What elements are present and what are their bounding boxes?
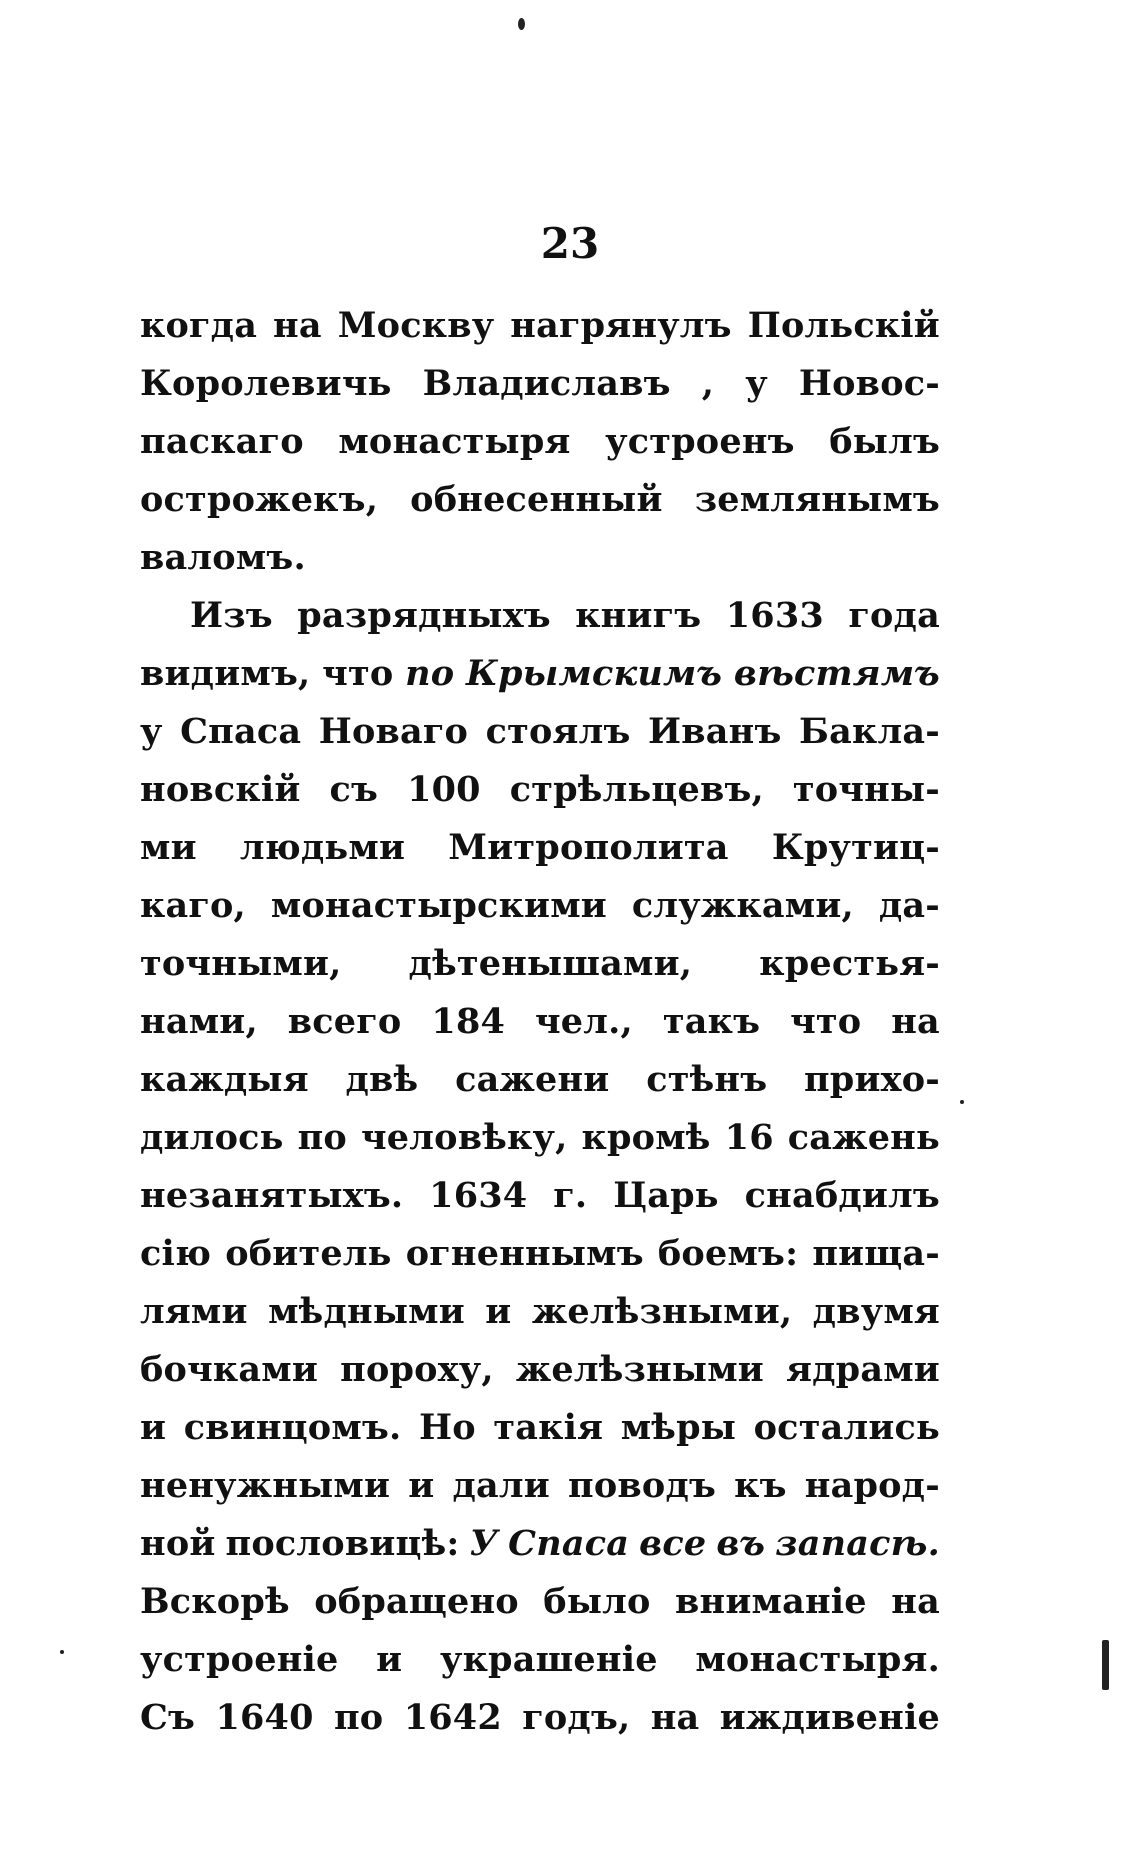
word: когда (140, 305, 258, 346)
text-line (140, 761, 940, 819)
word: нагрянулъ (510, 305, 732, 346)
word: 16 (724, 1117, 774, 1158)
word: 1642 (403, 1697, 502, 1738)
scan-speck (1102, 1640, 1109, 1690)
word: Новаго (318, 711, 469, 752)
word: что (790, 1001, 862, 1042)
word: остались (753, 1407, 940, 1448)
word: Польскій (747, 305, 940, 346)
text-line (140, 413, 940, 471)
text-line (140, 1283, 940, 1341)
word: Крымскимъ (466, 653, 723, 694)
word: годъ, (522, 1697, 631, 1738)
word: каго, (140, 885, 246, 926)
word: кромѣ (581, 1117, 711, 1158)
word: монастыря. (695, 1639, 940, 1680)
word: запасѣ. (775, 1523, 940, 1564)
word: точными, (140, 943, 342, 984)
scan-speck (960, 1100, 964, 1104)
word: вѣстямъ (733, 653, 940, 694)
word: свинцомъ. (183, 1407, 402, 1448)
word: и (408, 1465, 435, 1506)
word: пословицѣ: (225, 1523, 460, 1564)
word: на (650, 1697, 700, 1738)
word: 1634 (429, 1175, 528, 1216)
word: , (701, 363, 715, 404)
word: ми (140, 827, 197, 868)
word: дилось (140, 1117, 284, 1158)
text-line (140, 297, 940, 355)
word: монастырскими (270, 885, 607, 926)
word: стоялъ (485, 711, 631, 752)
word: устроеніе (140, 1639, 339, 1680)
word: монастыря (338, 421, 571, 462)
word: такъ (662, 1001, 761, 1042)
word: и (376, 1639, 403, 1680)
word: дали (452, 1465, 550, 1506)
word: людьми (239, 827, 406, 868)
word: такія (493, 1407, 604, 1448)
text-line (140, 529, 940, 587)
word: книгъ (575, 595, 702, 636)
body-text (140, 297, 940, 1747)
word: человѣку, (360, 1117, 568, 1158)
word: Бакла- (799, 711, 940, 752)
text-line (140, 587, 940, 645)
word: Спаса (508, 1523, 630, 1564)
word: и (140, 1407, 167, 1448)
word: ненужными (140, 1465, 391, 1506)
word: вниманіе (675, 1581, 867, 1622)
word: да- (878, 885, 940, 926)
word: видимъ, (140, 653, 311, 694)
text-line (140, 703, 940, 761)
word: обитель (225, 1233, 392, 1274)
word: Москву (337, 305, 495, 346)
word: былъ (829, 421, 940, 462)
text-line (140, 1167, 940, 1225)
word: бочками (140, 1349, 319, 1390)
word: крестья- (759, 943, 940, 984)
word: все (639, 1523, 707, 1564)
word: двумя (812, 1291, 940, 1332)
text-line (140, 645, 940, 703)
word: стѣнъ (646, 1059, 768, 1100)
word: народ- (804, 1465, 940, 1506)
word: чел., (534, 1001, 633, 1042)
word: желѣзными (515, 1349, 764, 1390)
word: 1640 (215, 1697, 314, 1738)
word: точны- (792, 769, 940, 810)
word: Иванъ (647, 711, 782, 752)
word: мѣдными (268, 1291, 465, 1332)
word: Митрополита (448, 827, 729, 868)
word: снабдилъ (744, 1175, 940, 1216)
page-number: 23 (540, 219, 600, 268)
word: сажени (455, 1059, 610, 1100)
word: съ (329, 769, 379, 810)
text-line (140, 1573, 940, 1631)
text-line (140, 1689, 940, 1747)
word: желѣзными, (531, 1291, 793, 1332)
text-line (140, 1631, 940, 1689)
word: устроенъ (605, 421, 795, 462)
word: на (273, 305, 322, 346)
word: г. (553, 1175, 588, 1216)
word: двѣ (345, 1059, 419, 1100)
word: ядрами (786, 1349, 940, 1390)
text-line (140, 1515, 940, 1573)
word: огненнымъ (405, 1233, 644, 1274)
word: Вскорѣ (140, 1581, 290, 1622)
text-line (140, 877, 940, 935)
word: Новос- (798, 363, 940, 404)
text-line (140, 1051, 940, 1109)
word: дѣтенышами, (408, 943, 693, 984)
word: прихо- (803, 1059, 940, 1100)
word: Спаса (180, 711, 302, 752)
word: Царь (613, 1175, 719, 1216)
word: по (405, 653, 455, 694)
word: Крутиц- (771, 827, 940, 868)
word: по (297, 1117, 347, 1158)
word: на (891, 1581, 940, 1622)
word: украшеніе (439, 1639, 658, 1680)
word: у (745, 363, 768, 404)
word: каждыя (140, 1059, 309, 1100)
word: разрядныхъ (297, 595, 551, 636)
word: лями (140, 1291, 248, 1332)
text-line (140, 1225, 940, 1283)
word: У (469, 1523, 499, 1564)
scan-speck (60, 1650, 64, 1654)
word: нами, (140, 1001, 258, 1042)
word: пища- (812, 1233, 940, 1274)
word: на (891, 1001, 940, 1042)
word: Королевичь (140, 363, 392, 404)
word: боемъ: (657, 1233, 799, 1274)
word: года (848, 595, 940, 636)
word: было (543, 1581, 651, 1622)
word: Изъ (190, 595, 273, 636)
text-line (140, 1457, 940, 1515)
word: острожекъ, (140, 479, 379, 520)
word: въ (716, 1523, 766, 1564)
word: у (140, 711, 163, 752)
word: 1633 (725, 595, 824, 636)
word: ной (140, 1523, 216, 1564)
word: паскаго (140, 421, 304, 462)
word: новскій (140, 769, 301, 810)
word: Но (418, 1407, 476, 1448)
word: 100 (407, 769, 481, 810)
scan-speck (518, 18, 525, 30)
word: иждивеніе (719, 1697, 940, 1738)
word: мѣры (620, 1407, 737, 1448)
word: незанятыхъ. (140, 1175, 404, 1216)
word: всего (287, 1001, 402, 1042)
word: 184 (431, 1001, 506, 1042)
word: стрѣльцевъ, (509, 769, 764, 810)
word: сію (140, 1233, 212, 1274)
word: Съ (140, 1697, 196, 1738)
text-line (140, 935, 940, 993)
text-line (140, 993, 940, 1051)
word: къ (734, 1465, 787, 1506)
word: сажень (787, 1117, 940, 1158)
word: поводъ (568, 1465, 717, 1506)
word: пороху, (340, 1349, 494, 1390)
text-line (140, 1109, 940, 1167)
word: валомъ. (140, 537, 306, 578)
word: землянымъ (694, 479, 940, 520)
text-line (140, 355, 940, 413)
word: обращено (314, 1581, 519, 1622)
text-line (140, 1341, 940, 1399)
word: и (485, 1291, 512, 1332)
word: обнесенный (410, 479, 663, 520)
word: что (322, 653, 394, 694)
word: служками, (631, 885, 854, 926)
text-line (140, 1399, 940, 1457)
text-line (140, 819, 940, 877)
word: Владиславъ (422, 363, 671, 404)
text-line (140, 471, 940, 529)
word: по (333, 1697, 384, 1738)
